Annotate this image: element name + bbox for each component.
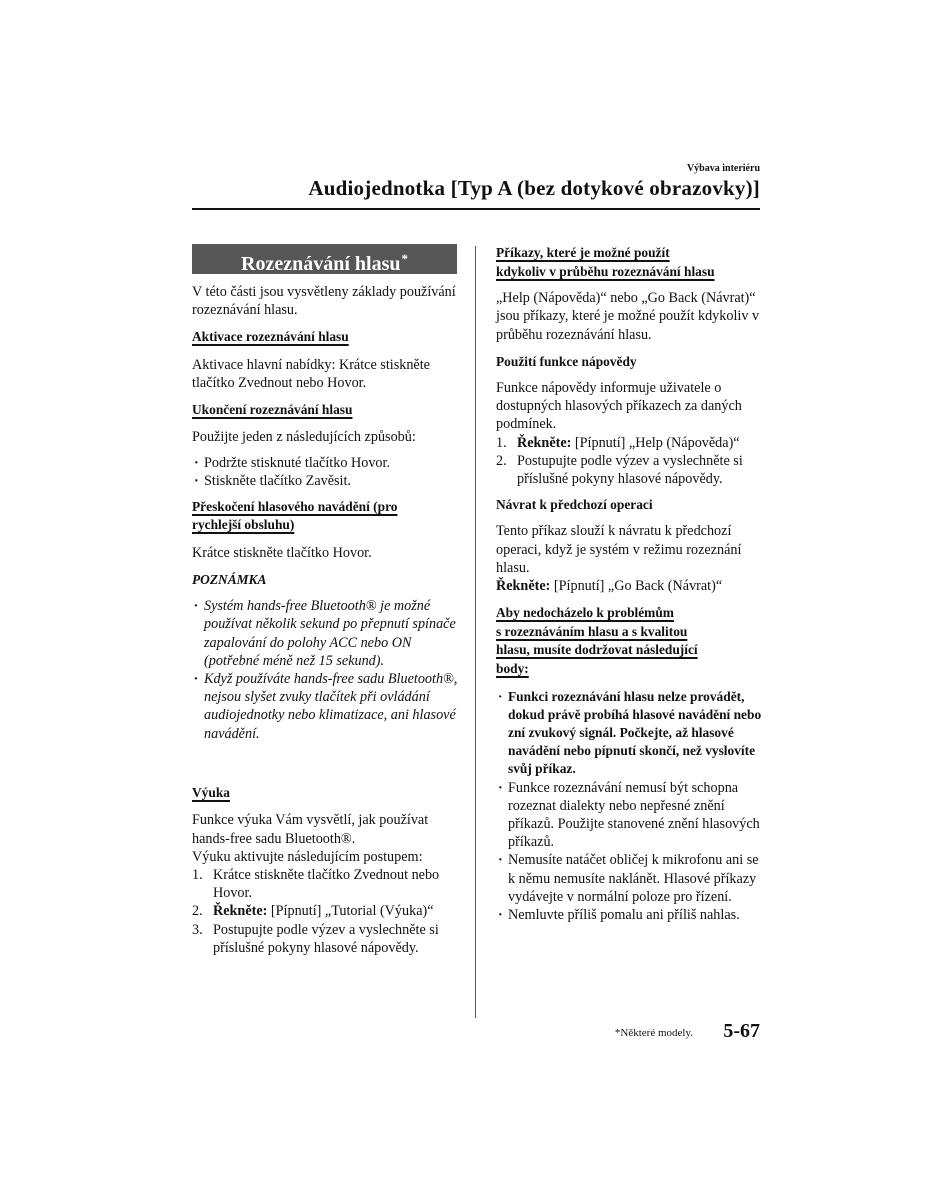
anytime-heading: Příkazy, které je možné použít kdykoliv v průběhu rozeznávání hlasu	[496, 245, 715, 279]
end-list	[192, 454, 460, 490]
page-title: Audiojednotka [Typ A (bez dotykové obrazovky)]	[308, 176, 760, 200]
page-number: 5-67	[723, 1020, 760, 1042]
note-item: · Systém hands-free Bluetooth® je možné používat několik sekund po přepnutí spínače zapalování do polohy ACC nebo ON (potřebné méně než 15 sekund).	[192, 597, 460, 670]
help-heading: Použití funkce nápovědy	[496, 353, 637, 369]
list-item: 1. Krátce stiskněte tlačítko Zvednout nebo Hovor.	[192, 867, 440, 902]
list-item: 2. Postupujte podle výzev a vyslechněte si příslušné pokyny hlasové nápovědy.	[496, 452, 743, 488]
help-text: Funkce nápovědy informuje uživatele o dostupných hlasových příkazech za daných podmínek.	[496, 380, 742, 433]
skip-text: Krátce stiskněte tlačítko Hovor.	[192, 544, 372, 561]
avoid-list	[496, 688, 764, 925]
activation-text: Aktivace hlavní nabídky: Krátce stiskněte tlačítko Zvednout nebo Hovor.	[192, 357, 430, 392]
section-label: Výbava interiéru	[686, 163, 760, 174]
right-column	[496, 244, 764, 924]
banner-mark: *	[401, 251, 408, 266]
note-item: · Když používáte hands-free sadu Bluetooth®, nejsou slyšet zvuky tlačítek při ovládání audiojednotky nebo klimatizace, ani hlasové navádění.	[192, 670, 460, 743]
list-item: · Nemluvte příliš pomalu ani příliš nahlas.	[496, 906, 764, 924]
end-text: Použijte jeden z následujících způsobů:	[192, 429, 416, 445]
tutorial-heading: Výuka	[192, 784, 230, 800]
back-say: Řekněte: [Pípnutí] „Go Back (Návrat)“	[496, 578, 723, 595]
list-item: 2. Řekněte: [Pípnutí] „Tutorial (Výuka)“	[192, 903, 434, 920]
list-item: · Funkce rozeznávání nemusí být schopna rozeznat dialekty nebo nepřesné znění příkazů. Použijte stanovené znění hlasových příkazů.	[496, 779, 764, 852]
tutorial-text: Funkce výuka Vám vysvětlí, jak používat hands-free sadu Bluetooth®.	[192, 812, 429, 847]
list-item: · Funkci rozeznávání hlasu nelze provádět, dokud právě probíhá hlasové navádění nebo zní zvukový signál. Počkejte, až hlasové navádění nebo pípnutí skončí, než vyslovíte svůj příkaz.	[496, 688, 764, 779]
anytime-text: „Help (Nápověda)“ nebo „Go Back (Návrat)“ jsou příkazy, které je možné použít kdykoliv v průběhu rozeznávání hlasu.	[496, 290, 760, 343]
activation-heading: Aktivace rozeznávání hlasu	[192, 329, 349, 345]
list-item: 1. Řekněte: [Pípnutí] „Help (Nápověda)“	[496, 434, 740, 451]
banner-title: Rozeznávání hlasu	[241, 253, 401, 275]
tutorial-text-2: Výuku aktivujte následujícím postupem:	[192, 848, 423, 865]
back-text: Tento příkaz slouží k návratu k předchozí operaci, když je systém v režimu rozeznání hlasu.	[496, 523, 742, 576]
tutorial-steps	[192, 866, 460, 957]
list-item: · Nemusíte natáčet obličej k mikrofonu ani se k němu nemusíte naklánět. Hlasové příkazy vydávejte v normální poloze pro řízení.	[496, 851, 764, 906]
intro-text: V této části jsou vysvětleny základy používání rozeznávání hlasu.	[192, 284, 456, 319]
note-list	[192, 597, 460, 743]
title-rule	[192, 208, 760, 210]
end-heading: Ukončení rozeznávání hlasu	[192, 402, 353, 418]
note-heading: POZNÁMKA	[192, 572, 267, 587]
left-column	[192, 283, 460, 957]
section-banner	[192, 244, 457, 274]
list-item: · Stiskněte tlačítko Zavěsit.	[192, 472, 460, 490]
list-item: 3. Postupujte podle výzev a vyslechněte si příslušné pokyny hlasové nápovědy.	[192, 921, 439, 956]
avoid-heading: Aby nedocházelo k problémům s rozeznáváním hlasu a s kvalitou hlasu, musíte dodržovat následující body:	[496, 605, 698, 677]
back-heading: Návrat k předchozí operaci	[496, 497, 653, 513]
column-divider	[475, 246, 476, 1018]
help-steps	[496, 434, 764, 489]
skip-heading: Přeskočení hlasového navádění (pro rychlejší obsluhu)	[192, 498, 398, 533]
footnote: *Některé modely.	[614, 1027, 693, 1039]
list-item: · Podržte stisknuté tlačítko Hovor.	[192, 454, 460, 472]
